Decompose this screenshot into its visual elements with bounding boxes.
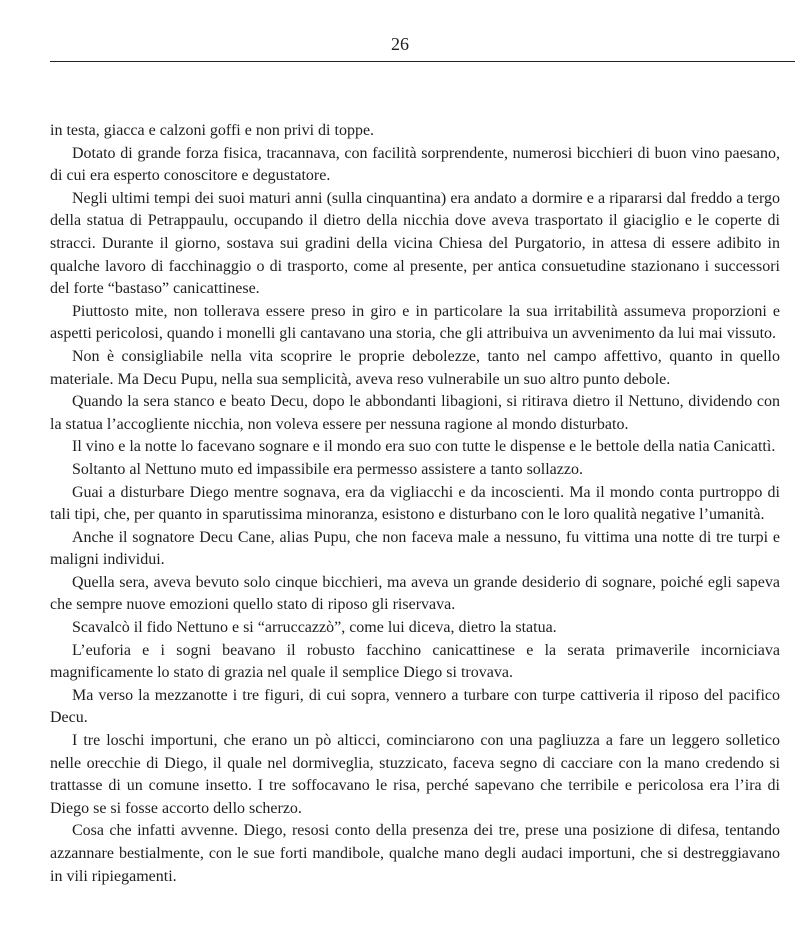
- paragraph: Dotato di grande forza fisica, tracannava, con facilità sorprendente, numerosi bicchieri di buon vino paesano, di cui era esperto conoscitore e degustatore.: [50, 144, 780, 185]
- paragraph: Negli ultimi tempi dei suoi maturi anni (sulla cinquantina) era andato a dormire e a ripararsi dal freddo a tergo della statua di Petrappaulu, occupando il dietro della nicchia dove aveva trasportato il giaciglio e le coperte di stracci. Durante il giorno, sostava sui gradini della vicina Chiesa del Purgatorio, in attesa di essere adibito in qualche lavoro di facchinaggio o di trasporto, come al presente, per antica consuetudine stazionano i successori del forte “bastaso” canicattinese.: [50, 189, 780, 298]
- paragraph: Guai a disturbare Diego mentre sognava, era da vigliacchi e da incoscienti. Ma il mondo conta purtroppo di tali tipi, che, per quanto in sparutissima minoranza, esistono e disturbano con le loro qualità negative l’umanità.: [50, 483, 780, 524]
- paragraph: I tre loschi importuni, che erano un pò alticci, cominciarono con una pagliuzza a fare un leggero solletico nelle orecchie di Diego, il quale nel dormiveglia, stuzzicato, faceva segno di cacciare con la mano credendo si trattasse di un comune insetto. I tre soffocavano le risa, perché sapevano che terribile e pericolosa era l’ira di Diego se si fosse accorto dello scherzo.: [50, 732, 780, 817]
- paragraph: Piuttosto mite, non tollerava essere preso in giro e in particolare la sua irritabilità assumeva proporzioni e aspetti pericolosi, quando i monelli gli cantavano una storia, che gli attribuiva un avvenimento da lui mai vissuto.: [50, 302, 780, 343]
- paragraph: Soltanto al Nettuno muto ed impassibile era permesso assistere a tanto sollazzo.: [72, 460, 583, 478]
- paragraph: in testa, giacca e calzoni goffi e non privi di toppe.: [50, 122, 375, 139]
- paragraph: L’euforia e i sogni beavano il robusto facchino canicattinese e la serata primaverile incorniciava magnificamente lo stato di grazia nel quale il semplice Diego si trovava.: [50, 641, 780, 682]
- paragraph: Cosa che infatti avvenne. Diego, resosi conto della presenza dei tre, prese una posizione di difesa, tentando azzannare bestialmente, con le sue forti mandibole, qualche mano degli audaci importuni, che si destreggiavano in vili ripiegamenti.: [50, 822, 780, 885]
- header-rule: [50, 61, 795, 62]
- paragraph: Quando la sera stanco e beato Decu, dopo le abbondanti libagioni, si ritirava dietro il Nettuno, dividendo con la statua l’accogliente nicchia, non voleva essere per nessuna ragione al mondo disturbato.: [50, 393, 780, 433]
- page-body: [50, 120, 780, 888]
- paragraph: Anche il sognatore Decu Cane, alias Pupu, che non faceva male a nessuno, fu vittima una notte di tre turpi e maligni individui.: [50, 528, 780, 569]
- paragraph: Quella sera, aveva bevuto solo cinque bicchieri, ma aveva un grande desiderio di sognare, poiché egli sapeva che sempre nuove emozioni quello stato di riposo gli riservava.: [50, 573, 780, 614]
- paragraph: Il vino e la notte lo facevano sognare e il mondo era suo con tutte le dispense e le bettole della natia Canicattì.: [72, 438, 776, 456]
- paragraph: Ma verso la mezzanotte i tre figuri, di cui sopra, vennero a turbare con turpe cattiveria il riposo del pacifico Decu.: [50, 686, 780, 727]
- paragraph: Scavalcò il fido Nettuno e si “arruccazzò”, come lui diceva, dietro la statua.: [72, 619, 557, 637]
- paragraph: Non è consigliabile nella vita scoprire le proprie debolezze, tanto nel campo affettivo, quanto in quello materiale. Ma Decu Pupu, nella sua semplicità, aveva reso vulnerabile un suo altro punto debole.: [50, 347, 780, 388]
- page-number: 26: [391, 34, 409, 54]
